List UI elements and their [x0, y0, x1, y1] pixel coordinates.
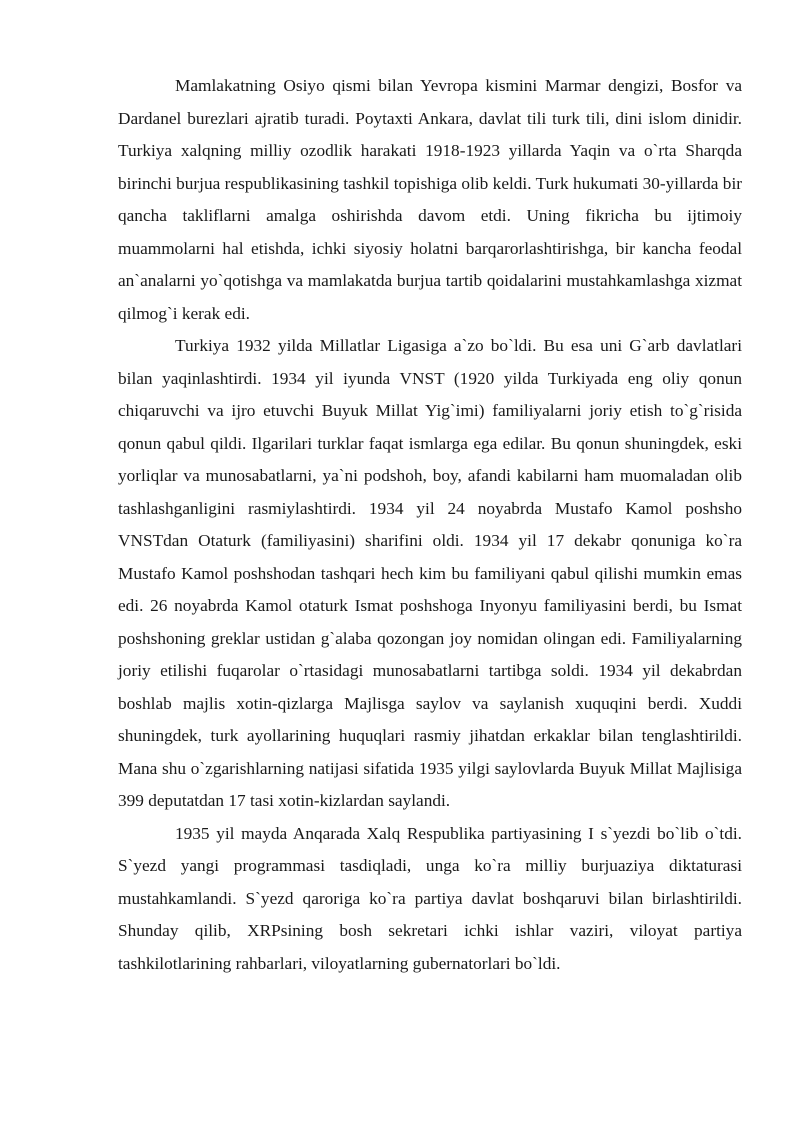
paragraph-league-and-surnames: Turkiya 1932 yilda Millatlar Ligasiga a`zo bo`ldi. Bu esa uni G`arb davlatlari bilan yaqinlashtirdi. 1934 yil iyunda VNST (1920 yilda Turkiyada eng oliy qonun chiqaruvchi va ijro etuvchi Buyuk Millat Yig`imi) familiyalarni joriy etish to`g`risida qonun qabul qildi. Ilgarilari turklar faqat ismlarga ega edilar. Bu qonun shuningdek, eski yorliqlar va munosabatlarni, ya`ni podshoh, boy, afandi kabilarni ham muomaladan olib tashlashganligini rasmiylashtirdi. 1934 yil 24 noyabrda Mustafo Kamol poshsho VNSTdan Otaturk (familiyasini) sharifini oldi. 1934 yil 17 dekabr qonuniga ko`ra Mustafo Kamol poshshodan tashqari hech kim bu familiyani qabul qilishi mumkin emas edi. 26 noyabrda Kamol otaturk Ismat poshshoga Inyonyu familiyasini berdi, bu Ismat poshshoning greklar ustidan g`alaba qozongan joy nomidan olingan edi. Familiyalarning joriy etilishi fuqarolar o`rtasidagi munosabatlarni tartibga soldi. 1934 yil dekabrdan boshlab majlis xotin-qizlarga Majlisga saylov va saylanish xuquqini berdi. Xuddi shuningdek, turk ayollarining huquqlari rasmiy jihatdan erkaklar bilan tenglashtirildi. Mana shu o`zgarishlarning natijasi sifatida 1935 yilgi saylovlarda Buyuk Millat Majlisiga 399 deputatdan 17 tasi xotin-kizlardan saylandi.: [118, 336, 742, 810]
document-page: [118, 70, 742, 980]
paragraph-party-congress: 1935 yil mayda Anqarada Xalq Respublika partiyasining I s`yezdi bo`lib o`tdi. S`yezd yangi programmasi tasdiqladi, unga ko`ra milliy burjuaziya diktaturasi mustahkamlandi. S`yezd qaroriga ko`ra partiya davlat boshqaruvi bilan birlashtirildi. Shunday qilib, XRPsining bosh sekretari ichki ishlar vaziri, viloyat partiya tashkilotlarining rahbarlari, viloyatlarning gubernatorlari bo`ldi.: [118, 823, 742, 973]
paragraph-turkey-geography: Mamlakatning Osiyo qismi bilan Yevropa kismini Marmar dengizi, Bosfor va Dardanel burezlari ajratib turadi. Poytaxti Ankara, davlat tili turk tili, dini islom dinidir. Turkiya xalqning milliy ozodlik harakati 1918-1923 yillarda Yaqin va o`rta Sharqda birinchi burjua respublikasining tashkil topishiga olib keldi. Turk hukumati 30-yillarda bir qancha takliflarni amalga oshirishda davom etdi. Uning fikricha bu ijtimoiy muammolarni hal etishda, ichki siyosiy holatni barqarorlashtirishga, bir kancha feodal an`analarni yo`qotishga va mamlakatda burjua tartib qoidalarini mustahkamlashga xizmat qilmog`i kerak edi.: [118, 76, 742, 323]
